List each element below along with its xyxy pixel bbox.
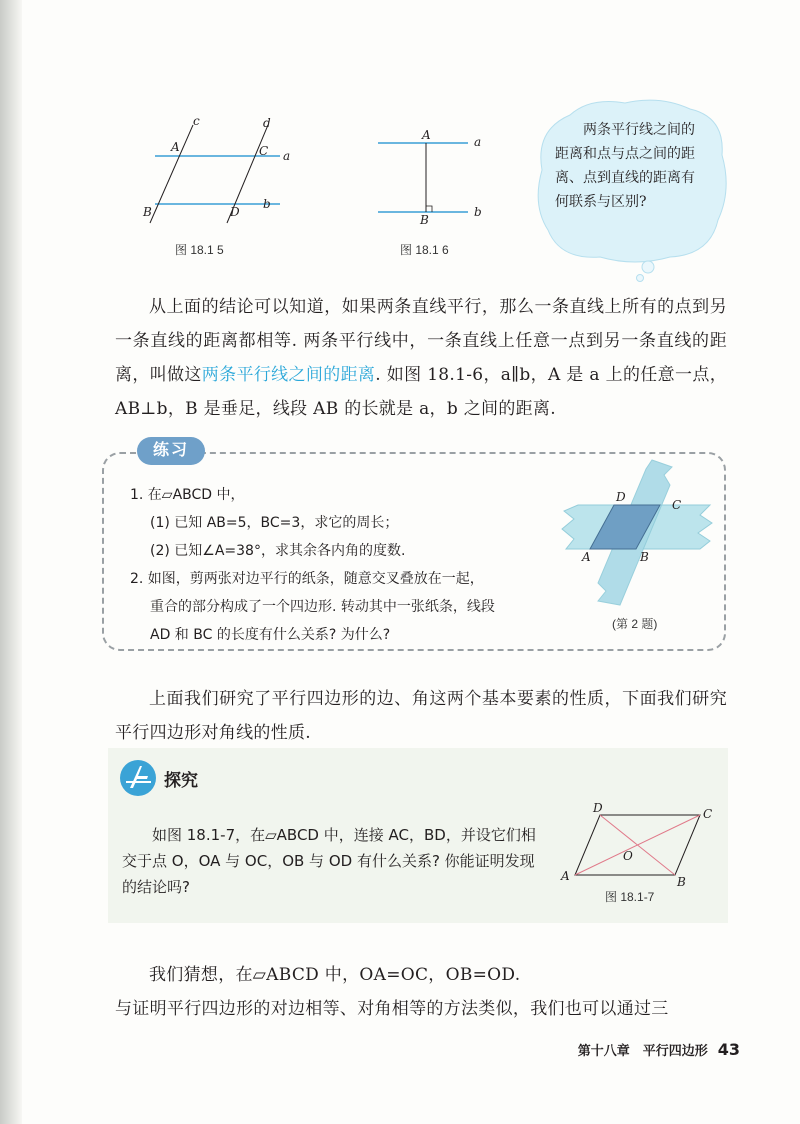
paragraph1-part2: . 如图 18.1-6，a∥b，A 是 a 上的任意一点，AB⊥b，B 是垂足，线段 AB 的长就是 a，b 之间的距离. xyxy=(115,365,728,419)
exercise-badge: 练习 xyxy=(137,437,205,465)
exercise-q2-line1: 2. 如图，剪两张对边平行的纸条，随意交叉叠放在一起， xyxy=(130,571,484,587)
label-B: B xyxy=(420,213,429,225)
label-B: B xyxy=(677,875,686,889)
label-D: D xyxy=(616,490,626,504)
exercise-q1: 1. 在▱ABCD 中， xyxy=(130,487,245,503)
explore-icon xyxy=(118,758,158,798)
label-c: c xyxy=(193,115,200,128)
exercise-q1-2: (2) 已知∠A=38°，求其余各内角的度数. xyxy=(150,543,406,559)
chapter-title: 第十八章 平行四边形 xyxy=(577,1044,708,1059)
label-O: O xyxy=(623,849,633,863)
label-D: D xyxy=(230,205,240,219)
right-angle-mark xyxy=(426,206,432,212)
exercise-q2-line3: AD 和 BC 的长度有什么关系? 为什么? xyxy=(150,627,391,643)
label-A: A xyxy=(422,128,431,142)
label-b: b xyxy=(263,197,271,211)
label-a: a xyxy=(283,149,291,163)
page-footer xyxy=(520,1040,740,1059)
paragraph-distance-definition xyxy=(115,290,727,426)
diagonal-BD xyxy=(600,815,675,875)
figure-18-1-7 xyxy=(555,800,720,890)
paragraph1-part1: 从上面的结论可以知道，如果两条直线平行，那么一条直线上所有的点到另一条直线的距离都相等. 两条平行线中，一条直线上任意一点到另一条直线的距离，叫做这 xyxy=(115,297,727,385)
figure-18-1-5 xyxy=(135,115,305,230)
highlight-term: 两条平行线之间的距离 xyxy=(201,365,376,385)
label-B: B xyxy=(143,205,152,219)
explore-title: 探究 xyxy=(164,771,198,791)
label-b: b xyxy=(474,205,482,219)
exercise-figure-strips xyxy=(560,455,720,610)
exercise-q2-line2: 重合的部分构成了一个四边形. 转动其中一张纸条，线段 xyxy=(150,599,495,615)
label-d: d xyxy=(263,116,271,130)
explore-text: 如图 18.1-7，在▱ABCD 中，连接 AC，BD，并设它们相交于点 O，OA 与 OC，OB 与 OD 有什么关系? 你能证明发现的结论吗? xyxy=(122,826,536,896)
page-number: 43 xyxy=(717,1040,740,1059)
thought-bubble-text: 两条平行线之间的距离和点与点之间的距离、点到直线的距离有何联系与区别? xyxy=(555,122,695,210)
label-C: C xyxy=(672,498,682,512)
label-A: A xyxy=(171,140,180,154)
bubble-dot-1 xyxy=(642,261,654,273)
figure-18-1-6 xyxy=(370,125,500,225)
caption-18-1-6: 图 18.1 6 xyxy=(400,243,449,257)
caption-18-1-7: 图 18.1-7 xyxy=(605,890,655,904)
label-a: a xyxy=(474,135,482,149)
paragraph-diagonal-intro: 上面我们研究了平行四边形的边、角这两个基本要素的性质，下面我们研究平行四边形对角线的性质. xyxy=(115,689,727,743)
paragraph-conjecture: 我们猜想，在▱ABCD 中，OA=OC，OB=OD. xyxy=(149,965,521,985)
label-C: C xyxy=(703,807,713,821)
exercise-q1-1: (1) 已知 AB=5，BC=3，求它的周长； xyxy=(150,515,399,531)
label-B: B xyxy=(640,550,649,564)
paragraph-proof-intro: 与证明平行四边形的对边相等、对角相等的方法类似，我们也可以通过三 xyxy=(115,999,669,1019)
label-A: A xyxy=(582,550,591,564)
page-gutter-shadow xyxy=(0,0,22,1124)
caption-exercise-2: (第 2 题) xyxy=(612,617,658,631)
caption-18-1-5: 图 18.1 5 xyxy=(175,243,224,257)
label-D: D xyxy=(593,801,603,815)
label-A: A xyxy=(561,869,570,883)
bubble-dot-2 xyxy=(637,275,644,282)
label-C: C xyxy=(259,144,269,158)
